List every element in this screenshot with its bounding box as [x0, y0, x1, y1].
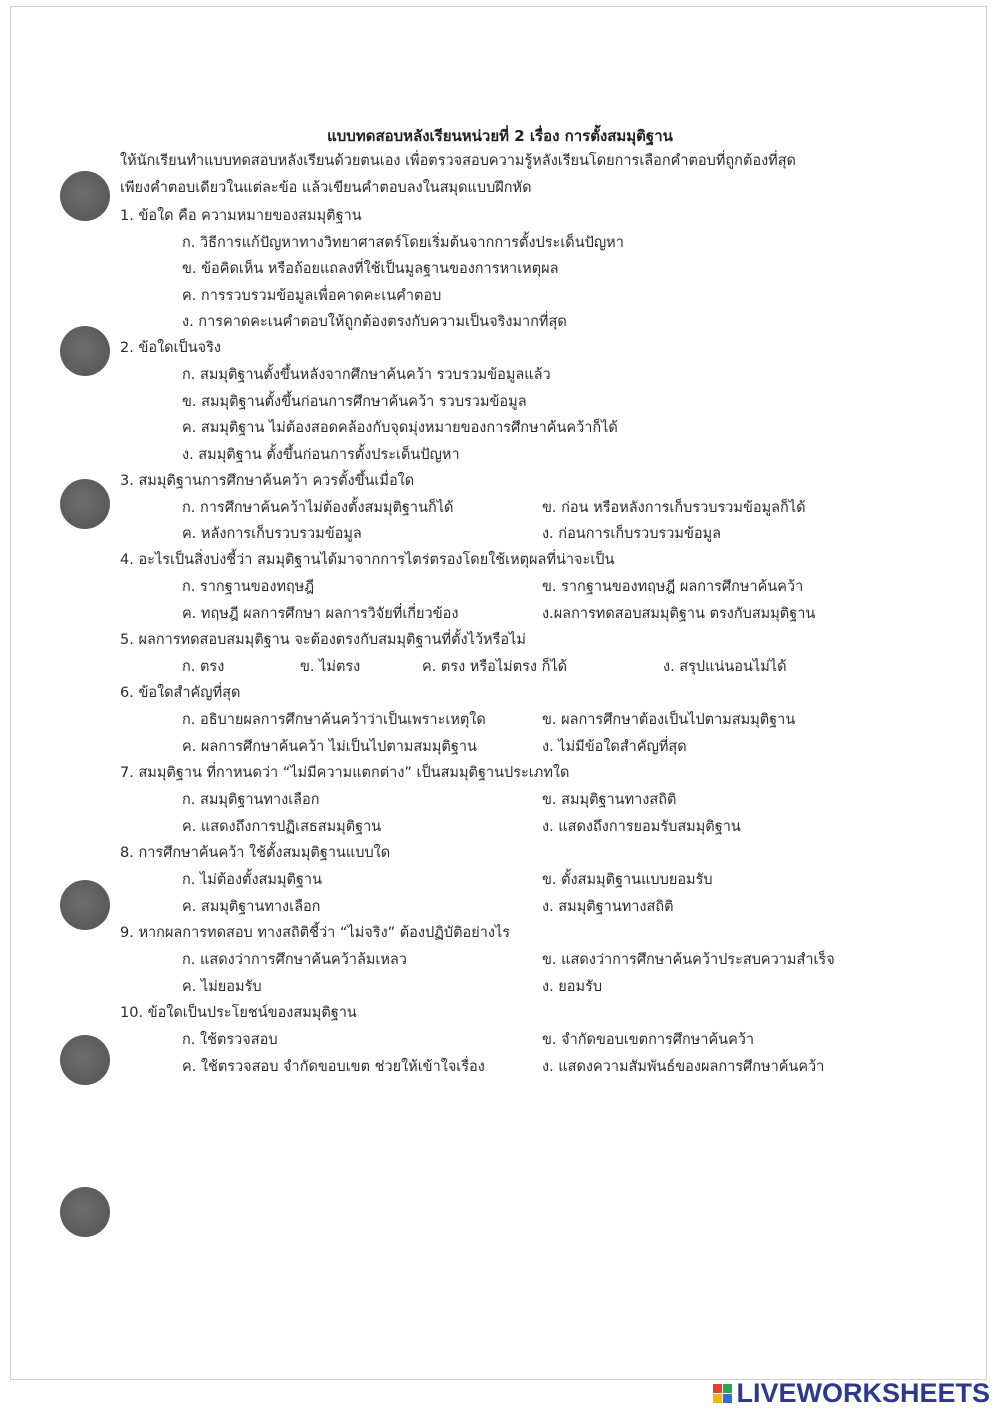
q2-choice-b[interactable]: ข. สมมุติฐานตั้งขึ้นก่อนการศึกษาค้นคว้า รวบรวมข้อมูล: [182, 394, 527, 410]
q4-choice-b[interactable]: ข. รากฐานของทฤษฎี ผลการศึกษาค้นคว้า: [542, 579, 804, 595]
q1-choice-b[interactable]: ข. ข้อคิดเห็น หรือถ้อยแถลงที่ใช้เป็นมูลฐานของการหาเหตุผล: [182, 261, 559, 277]
q5-choice-b[interactable]: ข. ไม่ตรง: [300, 659, 361, 675]
q2-choice-a[interactable]: ก. สมมุติฐานตั้งขึ้นหลังจากศึกษาค้นคว้า รวบรวมข้อมูลแล้ว: [182, 367, 551, 383]
q10-choice-b[interactable]: ข. จำกัดขอบเขตการศึกษาค้นคว้า: [542, 1032, 755, 1048]
binder-hole-3: [60, 479, 110, 529]
q4-choice-d[interactable]: ง.ผลการทดสอบสมมุติฐาน ตรงกับสมมุติฐาน: [542, 606, 816, 622]
worksheet-title: แบบทดสอบหลังเรียนหน่วยที่ 2 เรื่อง การตั้งสมมุติฐาน: [327, 127, 673, 145]
q8-choice-a[interactable]: ก. ไม่ต้องตั้งสมมุติฐาน: [182, 872, 322, 888]
question-5: 5. ผลการทดสอบสมมุติฐาน จะต้องตรงกับสมมุติฐานที่ตั้งไว้หรือไม่: [120, 632, 526, 648]
liveworksheets-logo[interactable]: [713, 1378, 990, 1408]
q6-choice-c[interactable]: ค. ผลการศึกษาค้นคว้า ไม่เป็นไปตามสมมุติฐาน: [182, 739, 477, 755]
question-2: 2. ข้อใดเป็นจริง: [120, 340, 221, 356]
q5-choice-c[interactable]: ค. ตรง หรือไม่ตรง ก็ได้: [422, 659, 568, 675]
liveworksheets-badge-icon: [713, 1384, 732, 1403]
binder-hole-5: [60, 1035, 110, 1085]
q1-choice-d[interactable]: ง. การคาดคะเนคำตอบให้ถูกต้องตรงกับความเป็นจริงมากที่สุด: [182, 314, 567, 330]
q2-choice-d[interactable]: ง. สมมุติฐาน ตั้งขึ้นก่อนการตั้งประเด็นปัญหา: [182, 447, 460, 463]
badge-square-red: [713, 1384, 722, 1393]
q8-choice-b[interactable]: ข. ตั้งสมมุติฐานแบบยอมรับ: [542, 872, 713, 888]
q7-choice-a[interactable]: ก. สมมุติฐานทางเลือก: [182, 792, 320, 808]
question-10: 10. ข้อใดเป็นประโยชน์ของสมมุติฐาน: [120, 1005, 357, 1021]
question-3: 3. สมมุติฐานการศึกษาค้นคว้า ควรตั้งขึ้นเมื่อใด: [120, 473, 415, 489]
question-4: 4. อะไรเป็นสิ่งบ่งชี้ว่า สมมุติฐานได้มาจากการไตร่ตรองโดยใช้เหตุผลที่น่าจะเป็น: [120, 552, 615, 568]
q7-choice-d[interactable]: ง. แสดงถึงการยอมรับสมมุติฐาน: [542, 819, 741, 835]
q3-choice-c[interactable]: ค. หลังการเก็บรวบรวมข้อมูล: [182, 526, 362, 542]
question-7: 7. สมมุติฐาน ที่กาหนดว่า “ไม่มีความแตกต่าง” เป็นสมมุติฐานประเภทใด: [120, 765, 570, 781]
q10-choice-d[interactable]: ง. แสดงความสัมพันธ์ของผลการศึกษาค้นคว้า: [542, 1059, 825, 1075]
q10-choice-a[interactable]: ก. ใช้ตรวจสอบ: [182, 1032, 278, 1048]
q8-choice-d[interactable]: ง. สมมุติฐานทางสถิติ: [542, 899, 674, 915]
instructions-line-2: เพียงคำตอบเดียวในแต่ละข้อ แล้วเขียนคำตอบลงในสมุดแบบฝึกหัด: [120, 180, 532, 196]
q3-choice-a[interactable]: ก. การศึกษาค้นคว้าไม่ต้องตั้งสมมุติฐานก็ได้: [182, 500, 454, 516]
q3-choice-d[interactable]: ง. ก่อนการเก็บรวบรวมข้อมูล: [542, 526, 722, 542]
badge-square-blue: [723, 1394, 732, 1403]
question-6: 6. ข้อใดสำคัญที่สุด: [120, 685, 241, 701]
badge-square-yellow: [713, 1394, 722, 1403]
question-1: 1. ข้อใด คือ ความหมายของสมมุติฐาน: [120, 208, 362, 224]
q5-choice-d[interactable]: ง. สรุปแน่นอนไม่ได้: [663, 659, 787, 675]
q6-choice-b[interactable]: ข. ผลการศึกษาต้องเป็นไปตามสมมุติฐาน: [542, 712, 796, 728]
q9-choice-a[interactable]: ก. แสดงว่าการศึกษาค้นคว้าล้มเหลว: [182, 952, 407, 968]
q9-choice-d[interactable]: ง. ยอมรับ: [542, 979, 603, 995]
q6-choice-d[interactable]: ง. ไม่มีข้อใดสำคัญที่สุด: [542, 739, 687, 755]
q1-choice-a[interactable]: ก. วิธีการแก้ปัญหาทางวิทยาศาสตร์โดยเริ่มต้นจากการตั้งประเด็นปัญหา: [182, 235, 624, 251]
q6-choice-a[interactable]: ก. อธิบายผลการศึกษาค้นคว้าว่าเป็นเพราะเหตุใด: [182, 712, 486, 728]
binder-hole-2: [60, 326, 110, 376]
q3-choice-b[interactable]: ข. ก่อน หรือหลังการเก็บรวบรวมข้อมูลก็ได้: [542, 500, 806, 516]
binder-hole-4: [60, 880, 110, 930]
q9-choice-b[interactable]: ข. แสดงว่าการศึกษาค้นคว้าประสบความสำเร็จ: [542, 952, 835, 968]
q10-choice-c[interactable]: ค. ใช้ตรวจสอบ จำกัดขอบเขต ช่วยให้เข้าใจเรื่อง: [182, 1059, 485, 1075]
q4-choice-c[interactable]: ค. ทฤษฎี ผลการศึกษา ผลการวิจัยที่เกี่ยวข้อง: [182, 606, 459, 622]
liveworksheets-wordmark: LIVEWORKSHEETS: [736, 1377, 990, 1408]
badge-square-green: [723, 1384, 732, 1393]
q8-choice-c[interactable]: ค. สมมุติฐานทางเลือก: [182, 899, 321, 915]
q7-choice-c[interactable]: ค. แสดงถึงการปฏิเสธสมมุติฐาน: [182, 819, 382, 835]
question-9: 9. หากผลการทดสอบ ทางสถิติชี้ว่า “ไม่จริง” ต้องปฏิบัติอย่างไร: [120, 925, 511, 941]
q4-choice-a[interactable]: ก. รากฐานของทฤษฎี: [182, 579, 315, 595]
q2-choice-c[interactable]: ค. สมมุติฐาน ไม่ต้องสอดคล้องกับจุดมุ่งหมายของการศึกษาค้นคว้าก็ได้: [182, 420, 618, 436]
q9-choice-c[interactable]: ค. ไม่ยอมรับ: [182, 979, 262, 995]
q5-choice-a[interactable]: ก. ตรง: [182, 659, 225, 675]
question-8: 8. การศึกษาค้นคว้า ใช้ตั้งสมมุติฐานแบบใด: [120, 845, 391, 861]
q1-choice-c[interactable]: ค. การรวบรวมข้อมูลเพื่อคาดคะเนคำตอบ: [182, 288, 442, 304]
q7-choice-b[interactable]: ข. สมมุติฐานทางสถิติ: [542, 792, 677, 808]
binder-hole-6: [60, 1187, 110, 1237]
binder-hole-1: [60, 171, 110, 221]
instructions-line-1: ให้นักเรียนทำแบบทดสอบหลังเรียนด้วยตนเอง เพื่อตรวจสอบความรู้หลังเรียนโดยการเลือกคำตอบที่ถูกต้องที่สุด: [120, 153, 796, 169]
